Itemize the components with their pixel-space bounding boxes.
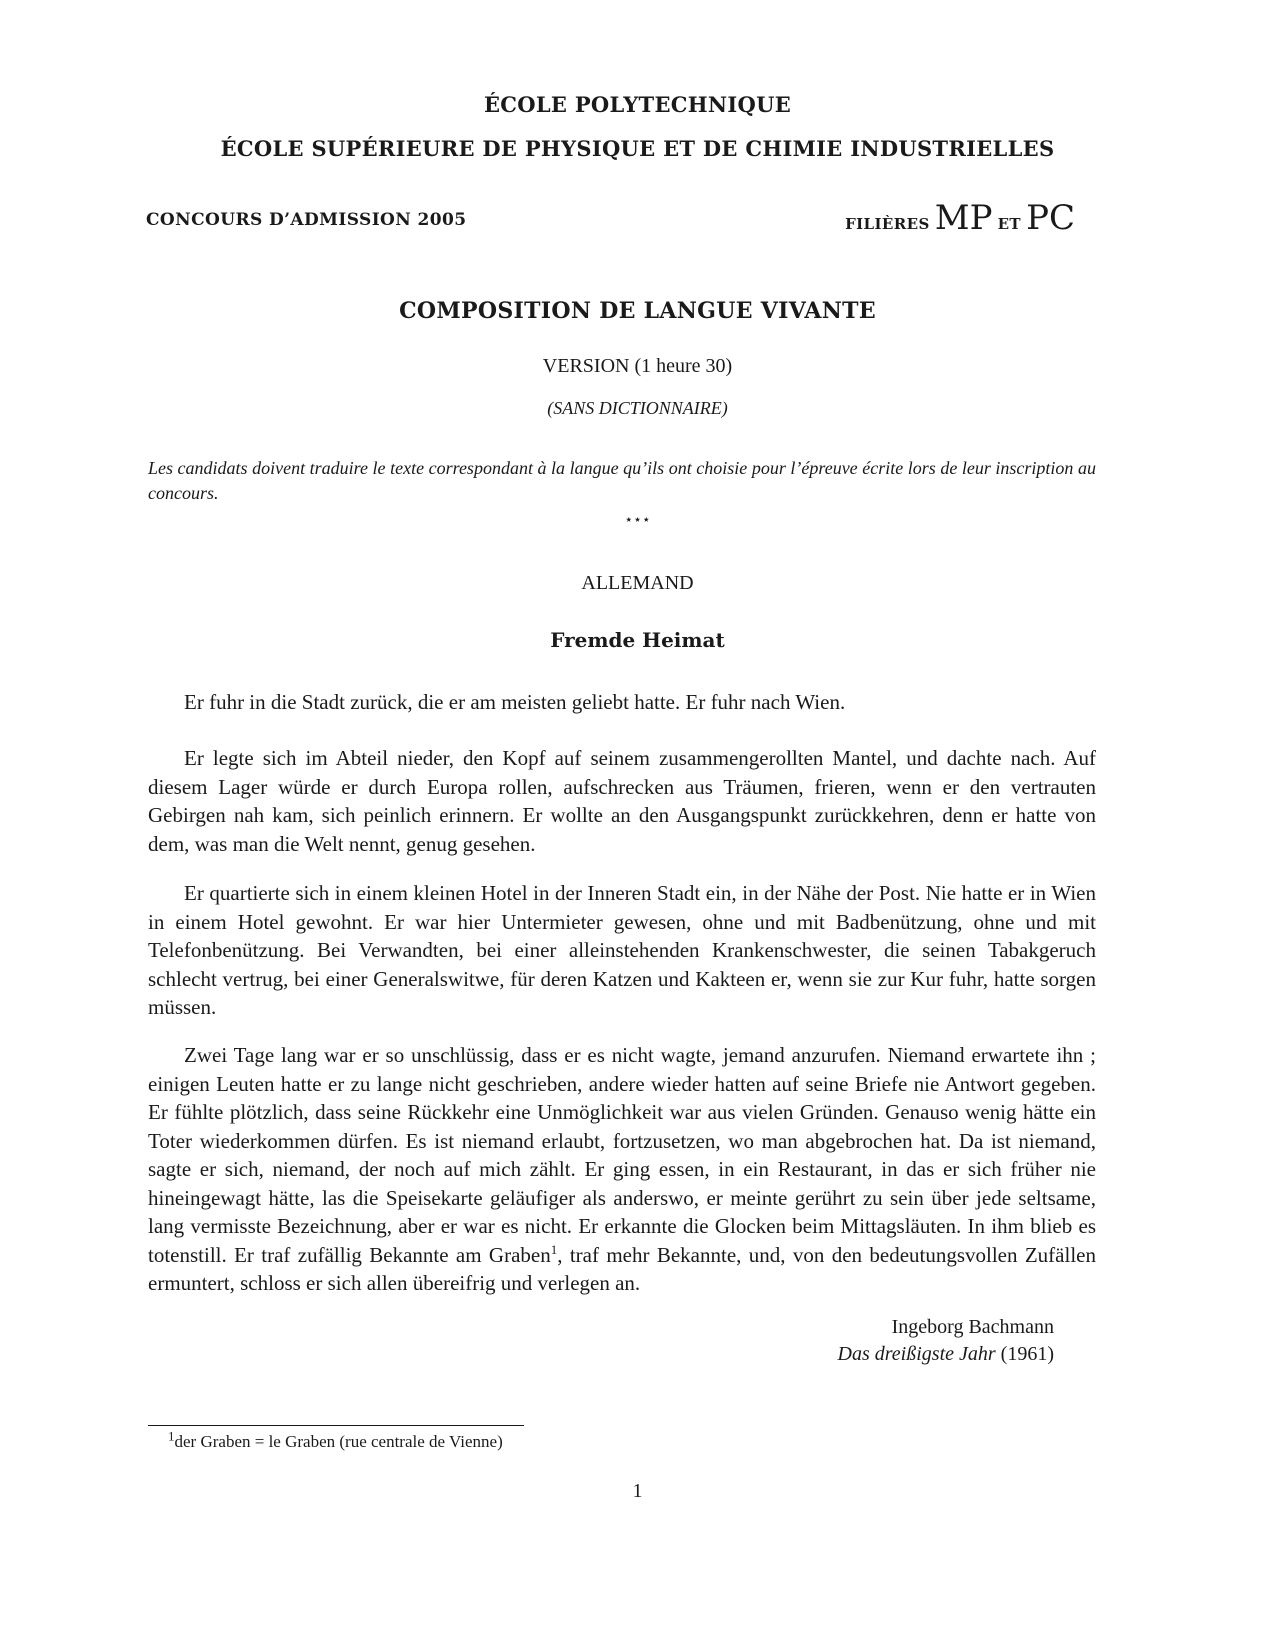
no-dictionary-note: (SANS DICTIONNAIRE)	[547, 398, 728, 418]
school-name-2: ÉCOLE SUPÉRIEURE DE PHYSIQUE ET DE CHIMIE INDUSTRIELLES	[220, 136, 1055, 161]
paragraph-1-text: Er fuhr in die Stadt zurück, die er am meisten geliebt hatte. Er fuhr nach Wien.	[184, 690, 846, 714]
text-title: Fremde Heimat	[550, 628, 725, 652]
paragraph-1	[148, 688, 1096, 717]
filiere-mp: MP	[934, 198, 993, 238]
exam-version: VERSION (1 heure 30)	[542, 355, 733, 377]
work-year: (1961)	[1000, 1343, 1054, 1365]
paragraph-4	[148, 1041, 1096, 1298]
footnote-ref: 1	[550, 1241, 558, 1257]
filieres-label: FILIÈRES	[845, 215, 930, 233]
school-name-1: ÉCOLE POLYTECHNIQUE	[483, 92, 792, 117]
separator-stars: ⋆⋆⋆	[624, 512, 651, 528]
footnote	[168, 1428, 503, 1452]
paragraph-4-text	[148, 1041, 1096, 1298]
filiere-pc: PC	[1026, 198, 1075, 238]
work-title: Das dreißigste Jahr	[837, 1343, 996, 1365]
exam-title: COMPOSITION DE LANGUE VIVANTE	[399, 298, 876, 324]
concours-label: CONCOURS D’ADMISSION 2005	[146, 210, 467, 230]
page-number: 1	[632, 1480, 643, 1502]
paragraph-2-text: Er legte sich im Abteil nieder, den Kopf auf seinem zusammengerollten Mantel, und dachte nach. Auf diesem Lager würde er durch Europa rollen, aufschrecken aus Träumen, frieren, wenn er den vertrauten Gebirgen nah kam, sich peinlich erinnern. Er wollte an den Ausgangspunkt zurückkehren, denn er hatte von dem, was man die Welt nennt, genug gesehen.	[148, 746, 1096, 856]
filieres-line	[845, 198, 1075, 238]
paragraph-2	[148, 744, 1096, 858]
footnote-rule	[148, 1425, 524, 1426]
instructions: Les candidats doivent traduire le texte correspondant à la langue qu’ils ont choisie pour l’épreuve écrite lors de leur inscription au concours.	[148, 458, 1096, 503]
footnote-text: der Graben = le Graben (rue centrale de Vienne)	[174, 1432, 503, 1451]
paragraph-4-part-1: Zwei Tage lang war er so unschlüssig, dass er es nicht wagte, jemand anzurufen. Niemand erwartete ihn ; einigen Leuten hatte er zu lange nicht geschrieben, andere wieder hatten auf seine Briefe nie Antwort gegeben. Er fühlte plötzlich, dass seine Rückkehr eine Unmöglichkeit war aus vielen Gründen. Genauso wenig hätte ein Toter wiederkommen dürfen. Es ist niemand erlaubt, fortzusetzen, wo man abgebrochen hat. Da ist niemand, sagte er sich, niemand, der noch auf mich zählt. Er ging essen, in ein Restaurant, in das er sich früher nie hineingewagt hätte, las die Speisekarte geläufiger als anderswo, er meinte gerührt zu sein über jede seltsame, lang vermisste Bezeichnung, aber er war es nicht. Er erkannte die Glocken beim Mittagsläuten. In ihm blieb es totenstill. Er traf zufällig Bekannte am Graben	[148, 1043, 1096, 1267]
author: Ingeborg Bachmann	[891, 1316, 1054, 1338]
paragraph-3	[148, 879, 1096, 1022]
footnote-mark: 1	[168, 1428, 175, 1444]
work-citation	[838, 1343, 1054, 1366]
paragraph-3-text: Er quartierte sich in einem kleinen Hotel in der Inneren Stadt ein, in der Nähe der Post. Nie hatte er in Wien in einem Hotel gewohnt. Er war hier Untermieter gewesen, ohne und mit Badbenützung, ohne und mit Telefonbenützung. Bei Verwandten, bei einer alleinstehenden Krankenschwester, die seinen Tabakgeruch schlecht vertrug, bei einer Generalswitwe, für deren Katzen und Kakteen er, wenn sie zur Kur fuhr, hatte sorgen müssen.	[148, 881, 1096, 1019]
filieres-et: ET	[997, 215, 1021, 233]
language-heading: ALLEMAND	[581, 572, 694, 594]
paragraph-4-part-2: , traf mehr Bekannte, und, von den bedeutungsvollen Zufällen ermuntert, schloss er sich allen übereifrig und verlegen an.	[148, 1242, 1096, 1295]
